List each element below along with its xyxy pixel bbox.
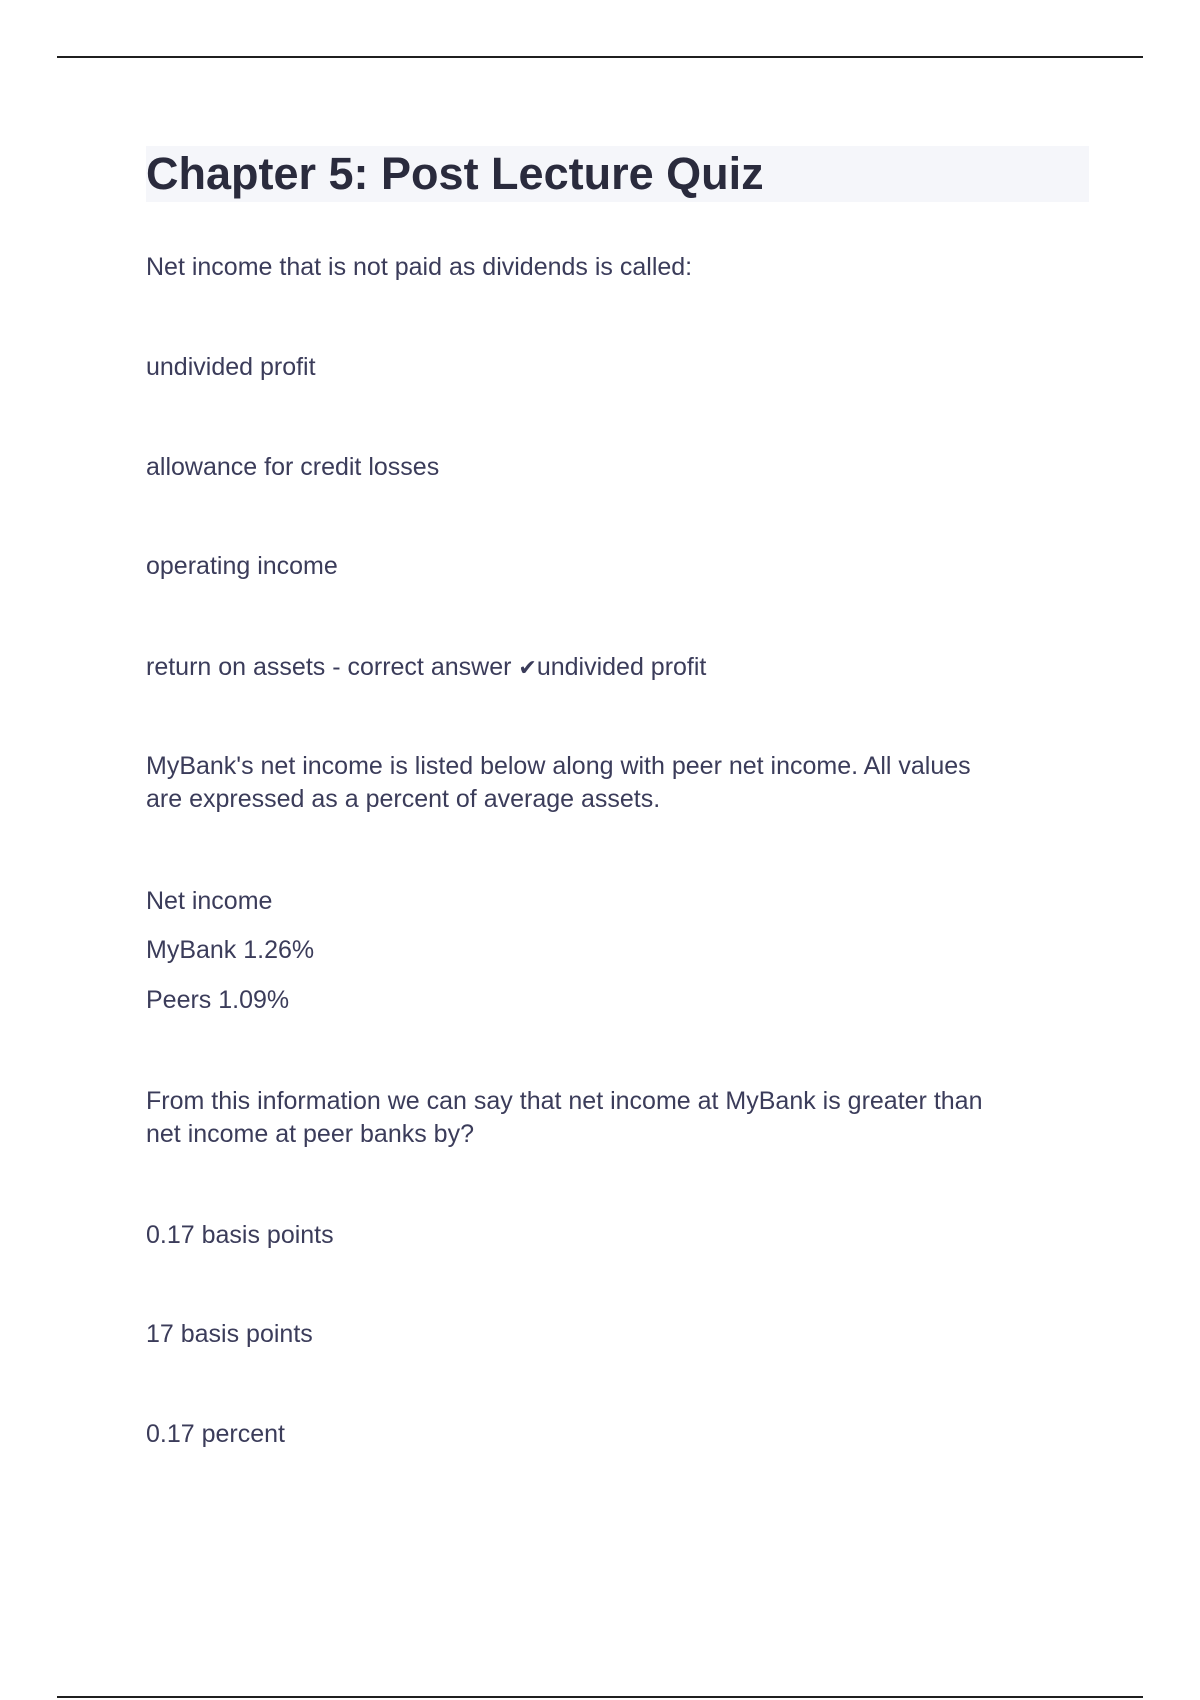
- question-2-intro-line-1: MyBank's net income is listed below along with peer net income. All values: [146, 752, 971, 780]
- footer-rule: [57, 1696, 1143, 1698]
- q1-option-1: undivided profit: [146, 353, 316, 381]
- q1-option-3: operating income: [146, 552, 338, 580]
- checkmark-icon: ✔: [518, 656, 537, 681]
- question-2-text-line-1: From this information we can say that net income at MyBank is greater than: [146, 1087, 983, 1115]
- question-2-intro-line-2: are expressed as a percent of average assets.: [146, 785, 661, 813]
- header-rule: [57, 56, 1143, 58]
- q1-correct-answer: undivided profit: [536, 653, 707, 681]
- q2-option-3: 0.17 percent: [146, 1420, 285, 1448]
- table-row-mybank: MyBank 1.26%: [146, 936, 315, 964]
- q2-option-2: 17 basis points: [146, 1320, 313, 1348]
- q1-option-4: return on assets - correct answer: [146, 653, 519, 681]
- question-1-text: Net income that is not paid as dividends is called:: [146, 253, 693, 281]
- q2-option-1: 0.17 basis points: [146, 1221, 334, 1249]
- page-title: Chapter 5: Post Lecture Quiz: [146, 148, 764, 199]
- question-2-text-line-2: net income at peer banks by?: [146, 1120, 474, 1148]
- q1-option-4-with-answer: [146, 651, 1076, 685]
- table-row-peers: Peers 1.09%: [146, 986, 290, 1014]
- q1-option-2: allowance for credit losses: [146, 453, 440, 481]
- table-heading: Net income: [146, 887, 273, 915]
